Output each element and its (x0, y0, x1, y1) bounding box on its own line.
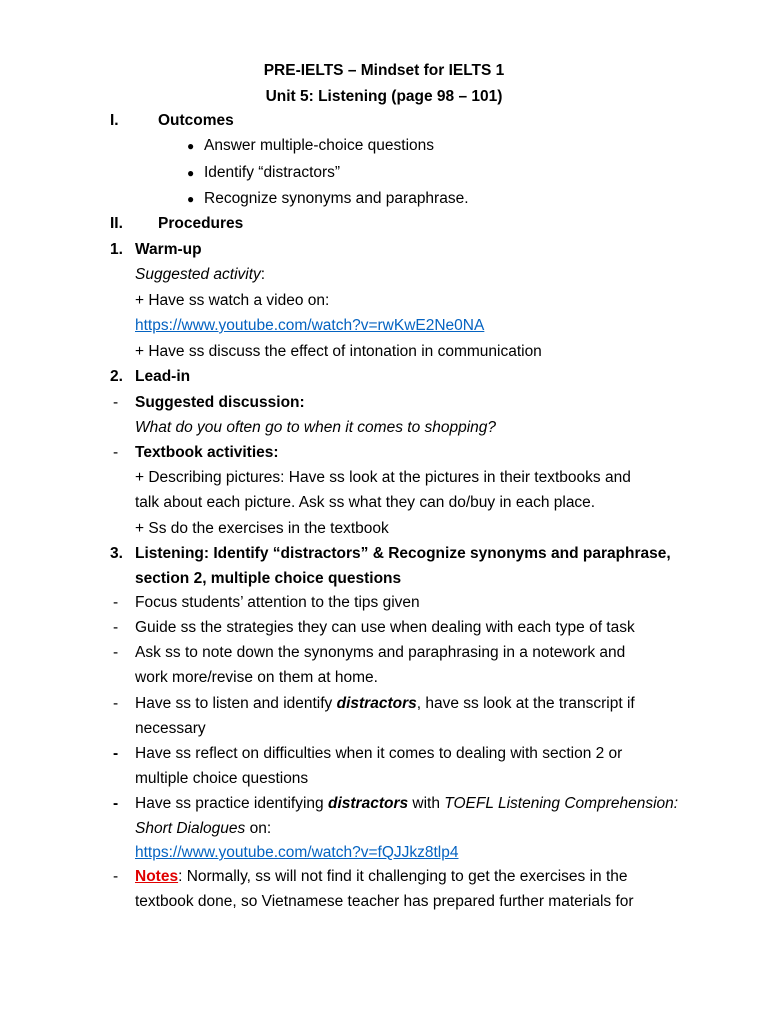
discussion-heading: Suggested discussion: (135, 394, 305, 411)
warmup-watch: + Have ss watch a video on: (135, 292, 330, 309)
textbook-text: + Ss do the exercises in the textbook (135, 520, 389, 537)
step-number: 1. (110, 241, 123, 258)
section-heading: Procedures (158, 215, 244, 232)
dash-marker: - (113, 745, 119, 762)
notes-line: Notes: Normally, ss will not find it challenging to get the exercises in the (135, 868, 628, 885)
list-item-continued: work more/revise on them at home. (135, 669, 378, 686)
textbook-text: + Describing pictures: Have ss look at the pictures in their textbooks and (135, 469, 631, 486)
step-heading: Warm-up (135, 241, 202, 258)
dash-marker: - (113, 594, 119, 611)
dash-marker: - (113, 644, 119, 661)
list-item: Ask ss to note down the synonyms and paraphrasing in a notework and (135, 644, 626, 661)
list-item: Have ss practice identifying distractors with TOEFL Listening Comprehension: (135, 795, 679, 812)
step-heading-continued: section 2, multiple choice questions (135, 570, 402, 587)
dash-marker: - (113, 394, 119, 411)
list-item: Have ss reflect on difficulties when it comes to dealing with section 2 or (135, 745, 623, 762)
textbook-heading: Textbook activities: (135, 444, 279, 461)
step-heading: Lead-in (135, 368, 191, 385)
step-number: 2. (110, 368, 123, 385)
video-link[interactable]: https://www.youtube.com/watch?v=rwKwE2Ne0NA (135, 317, 485, 334)
list-item: Have ss to listen and identify distractors, have ss look at the transcript if (135, 695, 635, 712)
list-item-continued: necessary (135, 720, 206, 737)
suggested-activity-label: Suggested activity: (135, 266, 266, 283)
list-item: Focus students’ attention to the tips given (135, 594, 420, 611)
dash-marker: - (113, 444, 119, 461)
document-title: PRE-IELTS – Mindset for IELTS 1 (263, 62, 505, 79)
list-item: Recognize synonyms and paraphrase. (204, 190, 469, 207)
list-item: Identify “distractors” (204, 164, 341, 181)
section-number: I. (110, 112, 119, 129)
dash-marker: - (113, 795, 119, 812)
step-heading: Listening: Identify “distractors” & Recognize synonyms and paraphrase, (135, 545, 671, 562)
document-subtitle: Unit 5: Listening (page 98 – 101) (265, 88, 503, 105)
video-link-2[interactable]: https://www.youtube.com/watch?v=fQJJkz8tlp4 (135, 844, 459, 861)
bullet-icon: ● (187, 139, 195, 153)
list-item-continued: multiple choice questions (135, 770, 309, 787)
notes-line-continued: textbook done, so Vietnamese teacher has prepared further materials for (135, 893, 634, 910)
notes-label: Notes (135, 868, 179, 885)
list-item: Answer multiple-choice questions (204, 137, 435, 154)
dash-marker: - (113, 868, 119, 885)
list-item-continued: Short Dialogues on: (135, 820, 272, 837)
section-heading: Outcomes (158, 112, 234, 129)
bullet-icon: ● (187, 192, 195, 206)
bullet-icon: ● (187, 166, 195, 180)
dash-marker: - (113, 695, 119, 712)
textbook-text: talk about each picture. Ask ss what they can do/buy in each place. (135, 494, 596, 511)
section-number: II. (110, 215, 123, 232)
warmup-discuss: + Have ss discuss the effect of intonation in communication (135, 343, 542, 360)
dash-marker: - (113, 619, 119, 636)
list-item: Guide ss the strategies they can use when dealing with each type of task (135, 619, 635, 636)
discussion-question: What do you often go to when it comes to shopping? (135, 419, 497, 436)
step-number: 3. (110, 545, 123, 562)
